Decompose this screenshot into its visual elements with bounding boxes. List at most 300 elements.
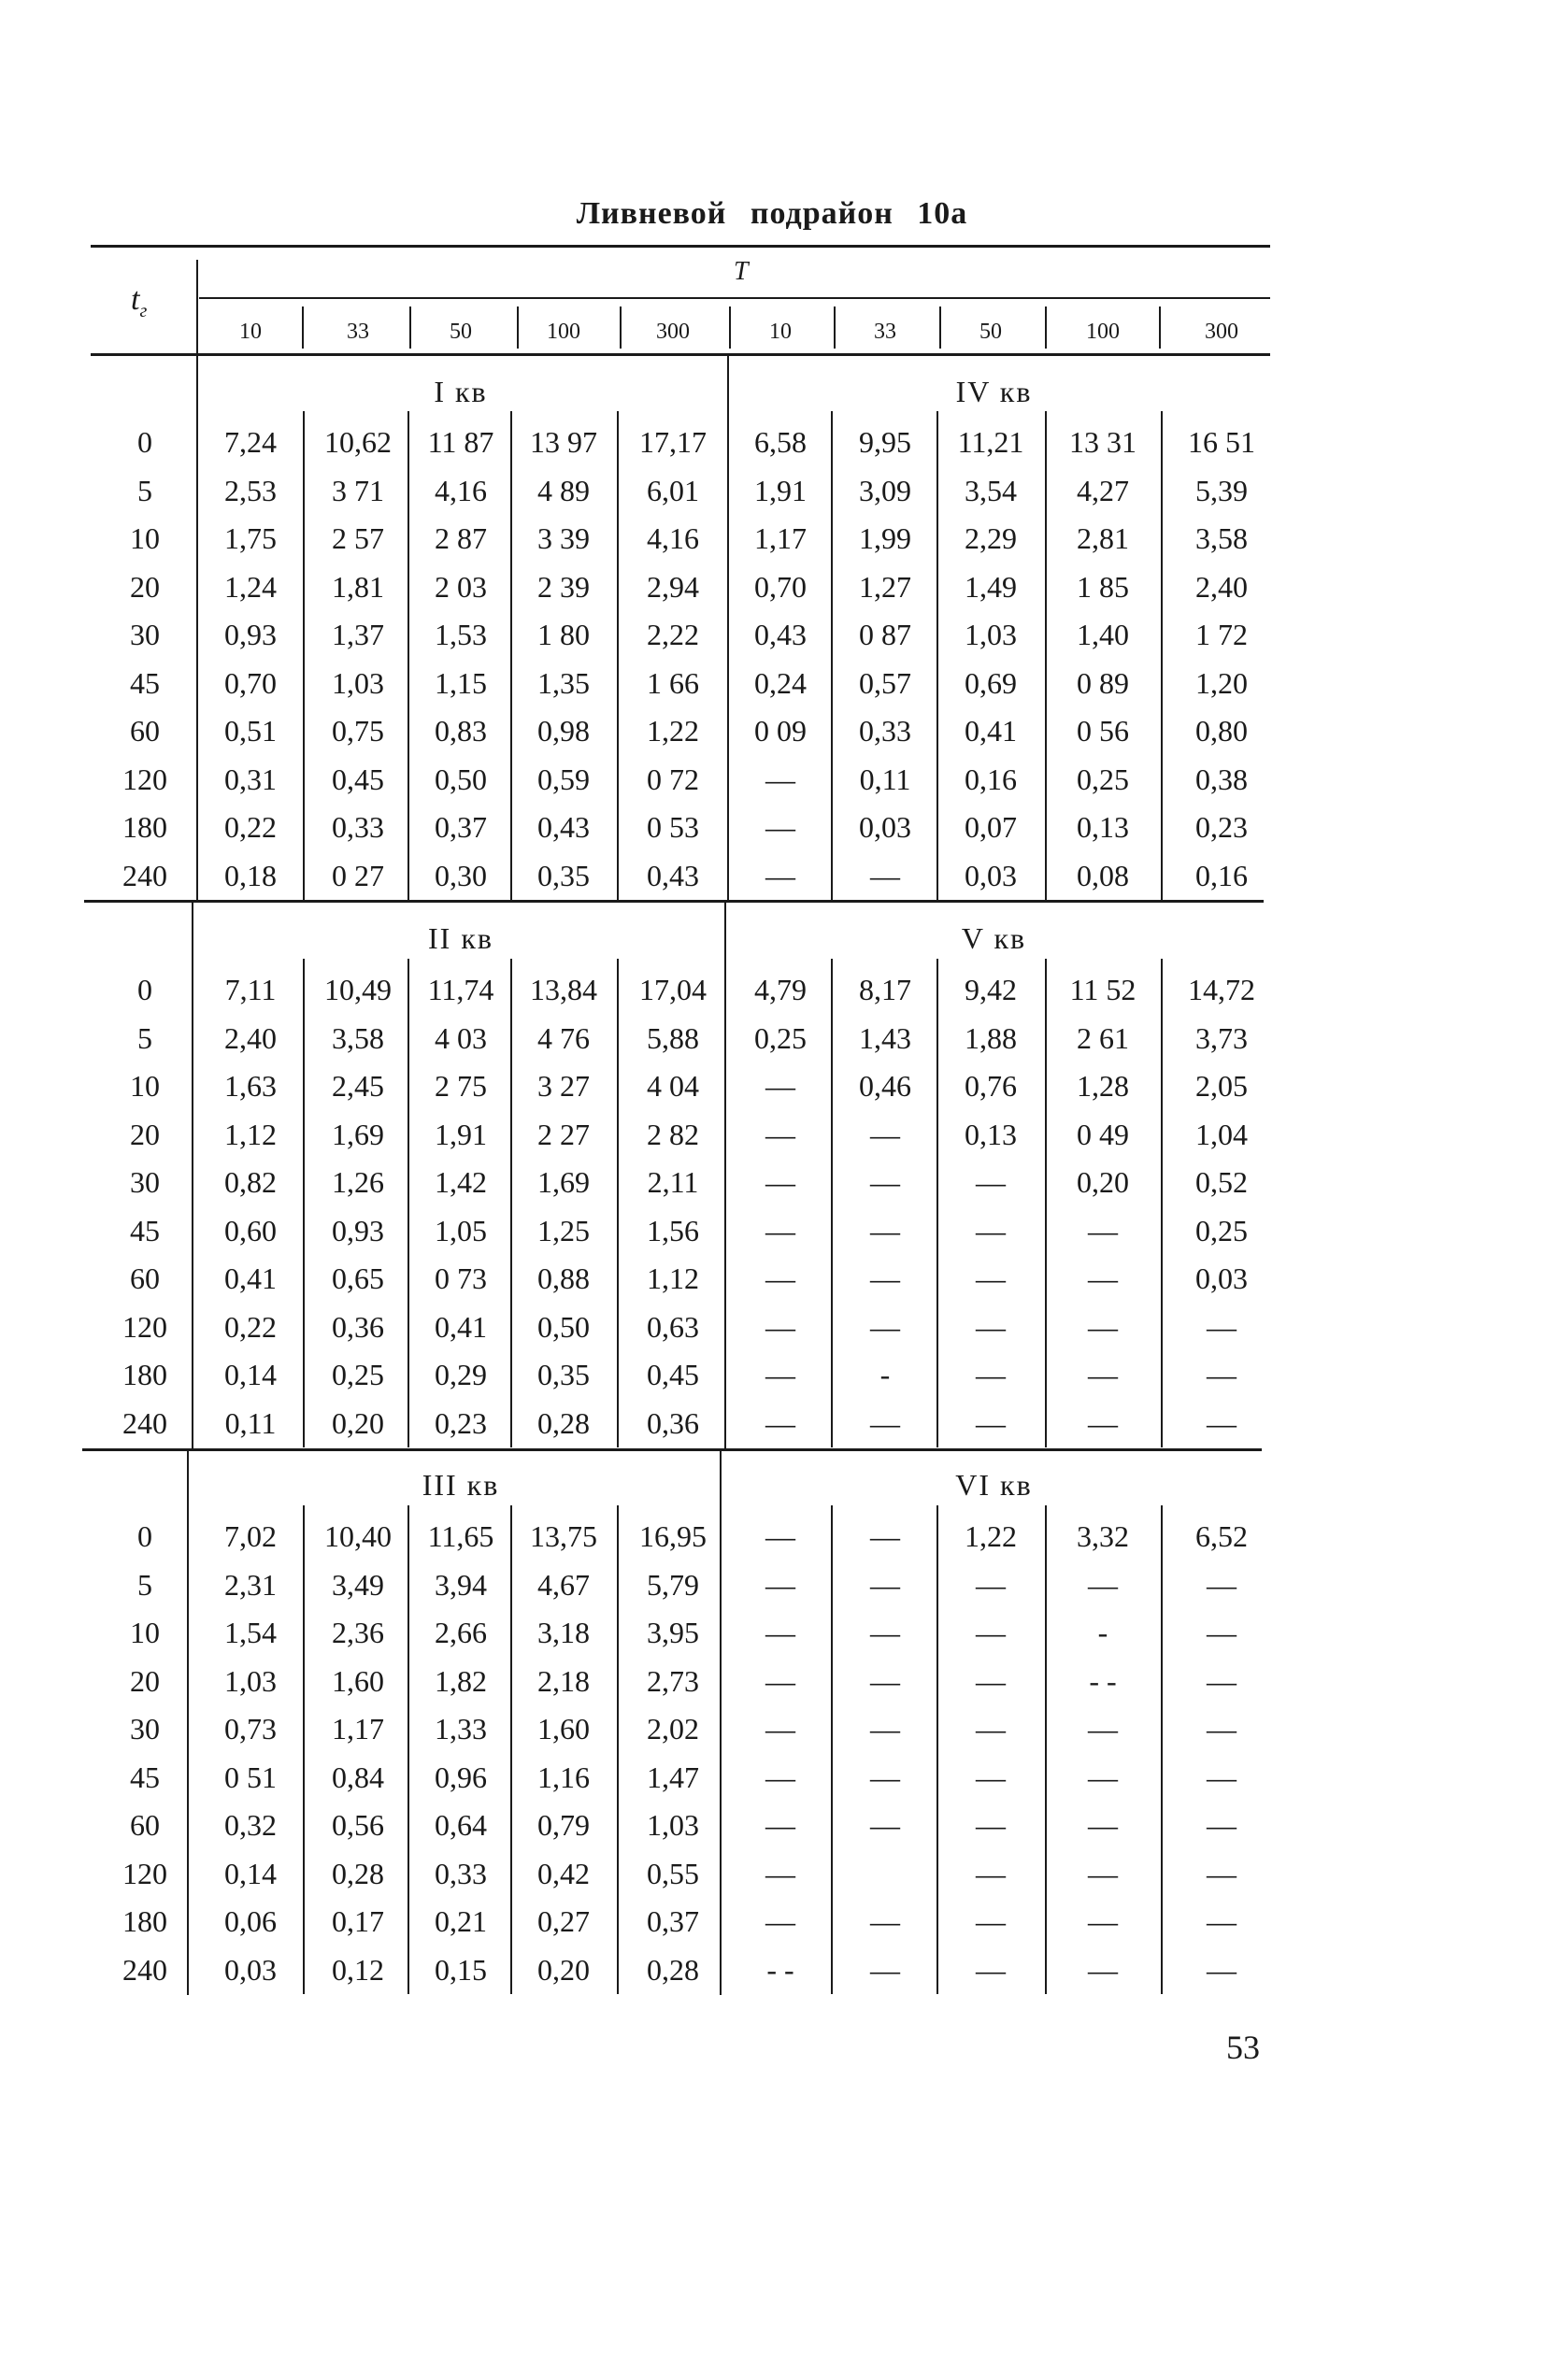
table-cell: 1,37 — [332, 618, 384, 651]
table-cell: 2,40 — [1195, 569, 1248, 604]
table-cell: 0,93 — [332, 1213, 384, 1247]
cell-divider — [617, 411, 619, 900]
table-cell: 0,03 — [224, 1952, 277, 1987]
table-cell: 0,57 — [859, 665, 911, 700]
table-cell: — — [765, 1165, 795, 1199]
table-cell: — — [870, 1405, 900, 1440]
table-cell: — — [765, 858, 795, 892]
table-cell: 0,41 — [224, 1261, 277, 1295]
table-cell: — — [976, 1952, 1006, 1987]
table-cell: 1,16 — [537, 1760, 590, 1794]
table-cell: 0,69 — [965, 665, 1017, 700]
table-cell: — — [1088, 1952, 1118, 1987]
table-cell: 11 87 — [427, 425, 494, 459]
row-label: 120 — [122, 1309, 167, 1344]
stub-divider — [192, 900, 193, 1448]
cell-divider — [831, 1505, 833, 1994]
column-divider — [1045, 306, 1047, 349]
table-cell: 2 61 — [1077, 1020, 1129, 1055]
group-label: III кв — [422, 1468, 500, 1502]
table-cell: 0,51 — [224, 714, 277, 748]
table-cell: 0,22 — [224, 810, 277, 844]
table-cell: 0,18 — [224, 858, 277, 892]
table-cell: — — [1207, 1309, 1237, 1344]
cell-divider — [510, 411, 512, 900]
column-divider — [729, 306, 731, 349]
table-cell: 0,11 — [224, 1405, 277, 1440]
table-cell: 0,17 — [332, 1904, 384, 1938]
table-cell: 3,73 — [1195, 1020, 1248, 1055]
table-cell: 0,80 — [1195, 714, 1248, 748]
table-cell: — — [976, 1808, 1006, 1842]
table-cell: — — [870, 1952, 900, 1987]
table-cell: — — [1207, 1952, 1237, 1987]
table-cell: 1,60 — [332, 1663, 384, 1698]
table-cell: 0,84 — [332, 1760, 384, 1794]
table-cell: — — [870, 1904, 900, 1938]
table-cell: 0,46 — [859, 1069, 911, 1103]
table-cell: 0,50 — [435, 762, 487, 796]
table-cell: — — [1207, 1663, 1237, 1698]
table-cell: 0,23 — [435, 1405, 487, 1440]
table-cell: — — [1207, 1760, 1237, 1794]
table-cell: 0 87 — [859, 618, 911, 651]
column-divider — [1159, 306, 1161, 349]
table-cell: 0,43 — [647, 858, 699, 892]
table-cell: 2,05 — [1195, 1069, 1248, 1103]
column-divider — [302, 306, 304, 349]
table-cell: 1,81 — [332, 569, 384, 604]
table-cell: 1,26 — [332, 1165, 384, 1199]
table-cell: 1,33 — [435, 1712, 487, 1746]
table-cell: 7,02 — [224, 1519, 277, 1553]
table-cell: 2,81 — [1077, 521, 1129, 555]
table-cell: 0,29 — [435, 1358, 487, 1391]
table-cell: — — [1088, 1712, 1118, 1746]
table-cell: — — [765, 1261, 795, 1295]
table-cell: 1,22 — [647, 714, 699, 748]
table-cell: 2 57 — [332, 521, 384, 555]
cell-divider — [1161, 411, 1163, 900]
table-cell: 0,45 — [647, 1358, 699, 1391]
table-cell: 0,41 — [965, 714, 1017, 748]
table-cell: — — [765, 1904, 795, 1938]
table-cell: 0,76 — [965, 1069, 1017, 1103]
column-header: 10 — [239, 320, 262, 344]
column-header: 10 — [769, 320, 792, 344]
group-label: I кв — [434, 375, 488, 408]
column-divider — [517, 306, 519, 349]
table-cell: — — [870, 1712, 900, 1746]
table-cell: — — [765, 810, 795, 844]
table-cell: 0,37 — [435, 810, 487, 844]
row-label: 5 — [137, 1567, 152, 1602]
column-header: 33 — [874, 320, 896, 344]
table-cell: 1,12 — [647, 1261, 699, 1295]
cell-divider — [936, 959, 938, 1447]
table-cell: 0,20 — [1077, 1165, 1129, 1199]
cell-divider — [407, 959, 409, 1447]
table-cell: - — [1097, 1616, 1108, 1649]
table-cell: 1,82 — [435, 1663, 487, 1698]
table-cell: 0,35 — [537, 1358, 590, 1391]
column-header: 300 — [1205, 320, 1238, 344]
table-cell: 11,74 — [427, 973, 494, 1006]
table-cell: 1,20 — [1195, 665, 1248, 700]
table-cell: 2 27 — [537, 1117, 590, 1151]
table-cell: — — [765, 1519, 795, 1553]
table-cell: 1,69 — [332, 1117, 384, 1151]
table-cell: 0,07 — [965, 810, 1017, 844]
row-label: 0 — [137, 973, 152, 1006]
table-cell: 2,40 — [224, 1020, 277, 1055]
table-cell: - - — [766, 1952, 794, 1987]
table-cell: 1,03 — [647, 1808, 699, 1842]
table-cell: 1,60 — [537, 1712, 590, 1746]
table-cell: 1,04 — [1195, 1117, 1248, 1151]
table-cell: 14,72 — [1188, 973, 1255, 1006]
table-cell: 5,39 — [1195, 473, 1248, 507]
table-cell: 1,22 — [965, 1519, 1017, 1553]
table-cell: 0,25 — [1077, 762, 1129, 796]
table-cell: 0,83 — [435, 714, 487, 748]
table-cell: 0,13 — [965, 1117, 1017, 1151]
row-label: 10 — [130, 521, 160, 555]
table-cell: 0 72 — [647, 762, 699, 796]
group-label: VI кв — [955, 1468, 1033, 1502]
table-cell: 0,16 — [965, 762, 1017, 796]
table-cell: 0,88 — [537, 1261, 590, 1295]
cell-divider — [510, 1505, 512, 1994]
table-cell: 0,60 — [224, 1213, 277, 1247]
table-cell: 0 49 — [1077, 1117, 1129, 1151]
table-cell: 1,15 — [435, 665, 487, 700]
row-label: 0 — [137, 1519, 152, 1553]
table-cell: — — [976, 1567, 1006, 1602]
table-cell: 1,17 — [754, 521, 807, 555]
table-cell: 0 27 — [332, 858, 384, 892]
table-cell: — — [1088, 1856, 1118, 1890]
table-cell: 0,24 — [754, 665, 807, 700]
table-cell: 1 85 — [1077, 569, 1129, 604]
table-cell: — — [1207, 1808, 1237, 1842]
cell-divider — [936, 411, 938, 900]
table-cell: — — [1088, 1405, 1118, 1440]
table-cell: 1,05 — [435, 1213, 487, 1247]
table-cell: — — [765, 1663, 795, 1698]
table-cell: 0,36 — [647, 1405, 699, 1440]
table-cell: 1 80 — [537, 618, 590, 651]
table-cell: 10,40 — [324, 1519, 392, 1553]
table-cell: 0 09 — [754, 714, 807, 748]
table-cell: 0,55 — [647, 1856, 699, 1890]
row-label: 60 — [130, 714, 160, 748]
table-cell: 2 03 — [435, 569, 487, 604]
table-cell: 0,20 — [332, 1405, 384, 1440]
table-cell: 2,94 — [647, 569, 699, 604]
table-cell: 0,33 — [332, 810, 384, 844]
table-cell: 0,70 — [754, 569, 807, 604]
table-cell: — — [870, 1808, 900, 1842]
table-cell: — — [976, 1904, 1006, 1938]
table-cell: 2 87 — [435, 521, 487, 555]
cell-divider — [831, 959, 833, 1447]
table-cell: 1,03 — [332, 665, 384, 700]
table-cell: 4,67 — [537, 1567, 590, 1602]
cell-divider — [617, 959, 619, 1447]
table-cell: 1,69 — [537, 1165, 590, 1199]
cell-divider — [510, 959, 512, 1447]
table-cell: 0,79 — [537, 1808, 590, 1842]
table-cell: 0,06 — [224, 1904, 277, 1938]
table-cell: 0,33 — [435, 1856, 487, 1890]
table-cell: 17,17 — [639, 425, 707, 459]
table-cell: 4,16 — [435, 473, 487, 507]
cell-divider — [303, 959, 305, 1447]
table-cell: 6,58 — [754, 425, 807, 459]
table-rule — [91, 353, 1270, 356]
table-cell: 0,30 — [435, 858, 487, 892]
table-cell: 0,14 — [224, 1856, 277, 1890]
table-cell: 0,08 — [1077, 858, 1129, 892]
table-cell: 0,75 — [332, 714, 384, 748]
table-cell: 3,32 — [1077, 1519, 1129, 1553]
column-divider — [939, 306, 941, 349]
table-cell: 0,22 — [224, 1309, 277, 1344]
table-cell: 4 04 — [647, 1069, 699, 1103]
table-rule — [82, 1448, 1262, 1451]
group-label: II кв — [428, 921, 493, 955]
table-cell: 16,95 — [639, 1519, 707, 1553]
row-label: 180 — [122, 810, 167, 844]
table-cell: 4 89 — [537, 473, 590, 507]
table-cell: — — [1088, 1567, 1118, 1602]
table-cell: — — [765, 1856, 795, 1890]
row-label: 30 — [130, 1712, 160, 1746]
table-cell: 0,43 — [754, 618, 807, 651]
table-cell: 2 75 — [435, 1069, 487, 1103]
table-cell: 1,03 — [224, 1663, 277, 1698]
table-cell: — — [765, 1069, 795, 1103]
table-cell: — — [1088, 1213, 1118, 1247]
table-cell: — — [976, 1165, 1006, 1199]
row-label: 45 — [130, 1760, 160, 1794]
table-cell: 0,56 — [332, 1808, 384, 1842]
table-cell: — — [870, 858, 900, 892]
row-label: 60 — [130, 1261, 160, 1295]
column-header: 50 — [450, 320, 472, 344]
table-cell: 2 39 — [537, 569, 590, 604]
cell-divider — [303, 411, 305, 900]
table-cell: 3,95 — [647, 1616, 699, 1649]
table-cell: 7,11 — [224, 973, 277, 1006]
column-header: 100 — [547, 320, 580, 344]
table-cell: 0,03 — [859, 810, 911, 844]
table-cell: 1,12 — [224, 1117, 277, 1151]
table-cell: 10,49 — [324, 973, 392, 1006]
table-cell: — — [1207, 1616, 1237, 1649]
row-label: 120 — [122, 1856, 167, 1890]
cell-divider — [407, 1505, 409, 1994]
table-cell: 0,28 — [332, 1856, 384, 1890]
table-cell: 0,25 — [1195, 1213, 1248, 1247]
table-cell: 0,98 — [537, 714, 590, 748]
table-cell: 0,28 — [647, 1952, 699, 1987]
table-cell: 2,22 — [647, 618, 699, 651]
table-cell: — — [765, 1616, 795, 1649]
table-cell: 0,28 — [537, 1405, 590, 1440]
row-label: 5 — [137, 473, 152, 507]
table-cell: 9,42 — [965, 973, 1017, 1006]
table-cell: 17,04 — [639, 973, 707, 1006]
table-cell: 16 51 — [1188, 425, 1255, 459]
table-cell: — — [976, 1261, 1006, 1295]
table-cell: 2,53 — [224, 473, 277, 507]
table-cell: 0,20 — [537, 1952, 590, 1987]
table-cell: 1 66 — [647, 665, 699, 700]
table-cell: 0,93 — [224, 618, 277, 651]
table-cell: — — [976, 1358, 1006, 1391]
table-cell: 8,17 — [859, 973, 911, 1006]
row-label: 30 — [130, 1165, 160, 1199]
cell-divider — [936, 1505, 938, 1994]
table-cell: 3,54 — [965, 473, 1017, 507]
column-divider — [409, 306, 411, 349]
table-cell: 0,12 — [332, 1952, 384, 1987]
table-cell: 1,47 — [647, 1760, 699, 1794]
table-cell: 1,25 — [537, 1213, 590, 1247]
table-cell: - — [879, 1358, 891, 1391]
table-cell: 0,31 — [224, 762, 277, 796]
table-cell: — — [765, 1117, 795, 1151]
table-cell: — — [1207, 1405, 1237, 1440]
cell-divider — [617, 1505, 619, 1994]
table-cell: — — [976, 1405, 1006, 1440]
table-cell: 1,91 — [754, 473, 807, 507]
row-label: 10 — [130, 1069, 160, 1103]
table-cell: 2 82 — [647, 1117, 699, 1151]
header-subrule — [199, 297, 1270, 299]
column-divider — [834, 306, 836, 349]
table-cell: 0,37 — [647, 1904, 699, 1938]
table-cell: 0,45 — [332, 762, 384, 796]
table-cell: 5,79 — [647, 1567, 699, 1602]
table-cell: — — [976, 1760, 1006, 1794]
table-cell: — — [1088, 1358, 1118, 1391]
table-cell: 0,96 — [435, 1760, 487, 1794]
table-cell: 1,54 — [224, 1616, 277, 1649]
table-cell: 1,03 — [965, 618, 1017, 651]
row-label: 30 — [130, 618, 160, 651]
table-cell: — — [765, 1358, 795, 1391]
table-cell: 6,01 — [647, 473, 699, 507]
stub-divider — [196, 353, 198, 900]
table-cell: 4 76 — [537, 1020, 590, 1055]
table-rule — [91, 245, 1270, 248]
table-cell: — — [976, 1309, 1006, 1344]
table-cell: 0,25 — [332, 1358, 384, 1391]
table-cell: 1,53 — [435, 618, 487, 651]
table-cell: 1,49 — [965, 569, 1017, 604]
row-label: 60 — [130, 1808, 160, 1842]
table-cell: — — [976, 1712, 1006, 1746]
table-cell: — — [870, 1760, 900, 1794]
table-cell: — — [765, 1405, 795, 1440]
table-cell: 2,45 — [332, 1069, 384, 1103]
table-cell: 1,88 — [965, 1020, 1017, 1055]
table-cell: 0 89 — [1077, 665, 1129, 700]
table-cell: 0,11 — [859, 762, 911, 796]
table-cell: 0,50 — [537, 1309, 590, 1344]
row-label: 180 — [122, 1358, 167, 1391]
cell-divider — [1045, 959, 1047, 1447]
table-cell: 0,35 — [537, 858, 590, 892]
table-cell: 0,27 — [537, 1904, 590, 1938]
table-cell: 0,38 — [1195, 762, 1248, 796]
cell-divider — [1045, 1505, 1047, 1994]
header-left-rule — [196, 260, 198, 353]
table-cell: 0,03 — [965, 858, 1017, 892]
table-cell: — — [870, 1213, 900, 1247]
table-cell: — — [870, 1309, 900, 1344]
page-title: Ливневой подрайон 10а — [576, 196, 968, 231]
table-cell: 1,24 — [224, 569, 277, 604]
table-cell: 2,36 — [332, 1616, 384, 1649]
table-cell: — — [976, 1663, 1006, 1698]
table-cell: 13,84 — [530, 973, 597, 1006]
column-header: 100 — [1086, 320, 1120, 344]
row-label: 5 — [137, 1020, 152, 1055]
table-cell: — — [1207, 1567, 1237, 1602]
table-cell: 3,49 — [332, 1567, 384, 1602]
table-cell: 2,73 — [647, 1663, 699, 1698]
table-cell: 0,41 — [435, 1309, 487, 1344]
table-cell: 0,16 — [1195, 858, 1248, 892]
table-cell: 0 53 — [647, 810, 699, 844]
table-cell: 1,75 — [224, 521, 277, 555]
table-cell: 3,94 — [435, 1567, 487, 1602]
table-cell: — — [765, 1712, 795, 1746]
column-header: 300 — [656, 320, 690, 344]
table-cell: 4,16 — [647, 521, 699, 555]
table-cell: 0,59 — [537, 762, 590, 796]
table-cell: 1,91 — [435, 1117, 487, 1151]
table-cell: 0,73 — [224, 1712, 277, 1746]
table-cell: 1,17 — [332, 1712, 384, 1746]
row-label: 10 — [130, 1616, 160, 1649]
table-cell: 0,32 — [224, 1808, 277, 1842]
page-number: 53 — [1226, 2029, 1260, 2066]
table-cell: 13,75 — [530, 1519, 597, 1553]
table-cell: 5,88 — [647, 1020, 699, 1055]
table-cell: 2,29 — [965, 521, 1017, 555]
table-cell: 0,13 — [1077, 810, 1129, 844]
table-cell: — — [765, 1213, 795, 1247]
table-cell: 11,65 — [427, 1519, 494, 1553]
table-cell: 3 71 — [332, 473, 384, 507]
table-cell: — — [765, 762, 795, 796]
table-cell: 3,18 — [537, 1616, 590, 1649]
table-cell: — — [765, 1309, 795, 1344]
table-cell: 11,21 — [957, 425, 1024, 459]
table-cell: — — [1088, 1904, 1118, 1938]
table-cell: 3 27 — [537, 1069, 590, 1103]
table-cell: 11 52 — [1069, 973, 1137, 1006]
table-cell: — — [1207, 1904, 1237, 1938]
table-cell: 6,52 — [1195, 1519, 1248, 1553]
table-cell: — — [1207, 1856, 1237, 1890]
table-cell: — — [870, 1117, 900, 1151]
